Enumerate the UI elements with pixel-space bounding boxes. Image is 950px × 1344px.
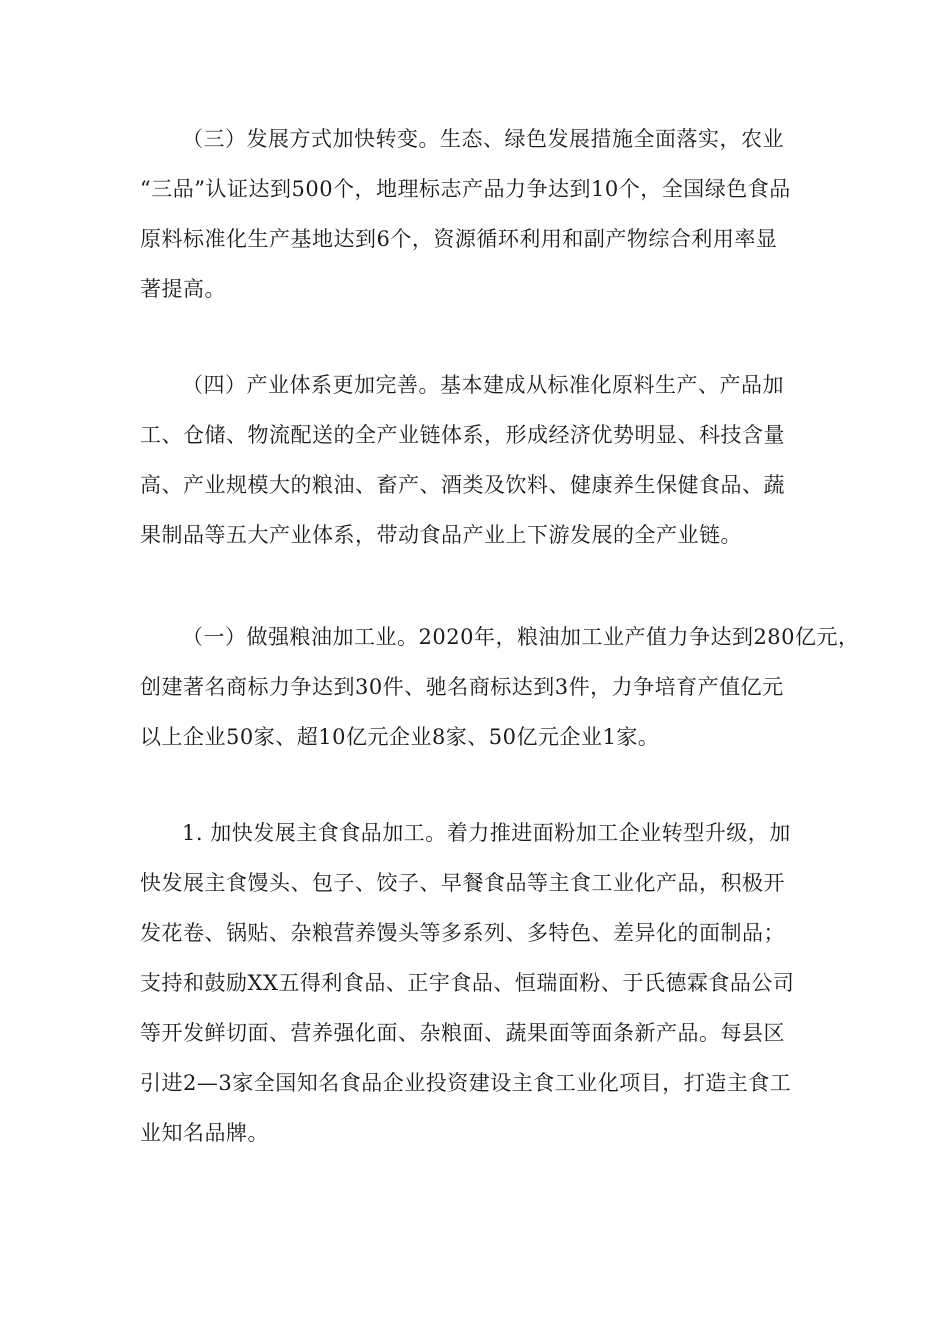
paragraph-staple-food-processing xyxy=(140,808,820,1158)
paragraph-line: 1. 加快发展主食食品加工。着力推进面粉加工企业转型升级，加 xyxy=(182,821,791,845)
paragraph-line: “三品”认证达到500个，地理标志产品力争达到10个，全国绿色食品 xyxy=(140,177,791,201)
paragraph-line: （一）做强粮油加工业。2020年，粮油加工业产值力争达到280亿元， xyxy=(182,625,860,649)
paragraph-line: 原料标准化生产基地达到6个，资源循环利用和副产物综合利用率显 xyxy=(140,227,778,251)
paragraph-line: （三）发展方式加快转变。生态、绿色发展措施全面落实，农业 xyxy=(182,127,784,151)
paragraph-line: 创建著名商标力争达到30件、驰名商标达到3件，力争培育产值亿元 xyxy=(140,675,784,699)
paragraph-line: 果制品等五大产业体系，带动食品产业上下游发展的全产业链。 xyxy=(140,523,742,547)
paragraph-line: 高、产业规模大的粮油、畜产、酒类及饮料、健康养生保健食品、蔬 xyxy=(140,473,785,497)
paragraph-line: 支持和鼓励XX五得利食品、正宇食品、恒瑞面粉、于氏德霖食品公司 xyxy=(140,971,795,995)
paragraph-grain-oil-processing xyxy=(140,612,860,762)
paragraph-line: 以上企业50家、超10亿元企业8家、50亿元企业1家。 xyxy=(140,725,660,749)
paragraph-line: 等开发鲜切面、营养强化面、杂粮面、蔬果面等面条新产品。每县区 xyxy=(140,1021,785,1045)
paragraph-line: 工、仓储、物流配送的全产业链体系，形成经济优势明显、科技含量 xyxy=(140,423,785,447)
paragraph-line: 业知名品牌。 xyxy=(140,1121,269,1145)
paragraph-line: （四）产业体系更加完善。基本建成从标准化原料生产、产品加 xyxy=(182,373,784,397)
paragraph-line: 著提高。 xyxy=(140,277,226,301)
paragraph-line: 发花卷、锅贴、杂粮营养馒头等多系列、多特色、差异化的面制品； xyxy=(140,921,785,945)
paragraph-line: 快发展主食馒头、包子、饺子、早餐食品等主食工业化产品，积极开 xyxy=(140,871,785,895)
paragraph-line: 引进2—3家全国知名食品企业投资建设主食工业化项目，打造主食工 xyxy=(140,1071,792,1095)
paragraph-development-mode xyxy=(140,114,820,314)
paragraph-industry-system xyxy=(140,360,820,560)
